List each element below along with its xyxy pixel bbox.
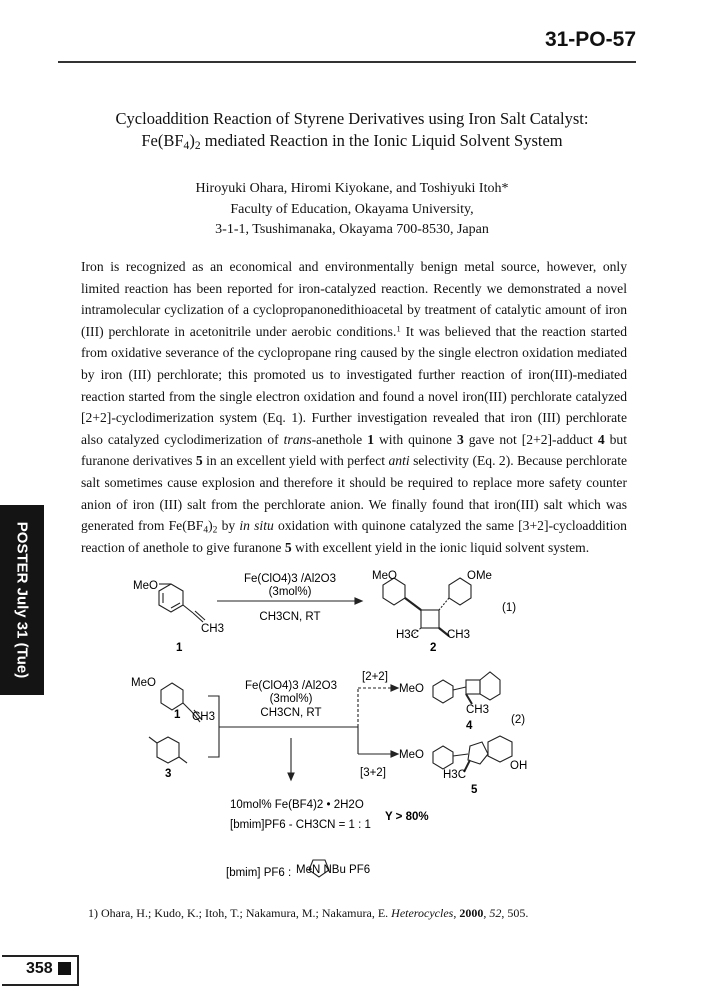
path-22-label: [2+2] <box>362 671 388 683</box>
eq1-product-ch3: CH3 <box>447 629 471 641</box>
text: Iron is recognized as an economical and environmentally benign metal source, however, only limited reaction has been reported for iron-catalyzed reaction. Recently we demonstrated a novel intramolecular cyclization of a cyclopropanonedithioacetal by treatment of catalytic amount of iron (III) perchlorate in acetonitrile under aerobic conditions. <box>81 259 627 339</box>
compound-number: 1 <box>367 431 374 447</box>
eq1-reactant-meo: MeO <box>133 580 158 592</box>
text: in an excellent yield with perfect <box>202 453 389 469</box>
title-sub: 2 <box>194 139 201 152</box>
eq2-conditions: CH3CN, RT <box>260 707 322 719</box>
compound-number: 5 <box>284 539 292 555</box>
compound-number-2: 2 <box>430 642 437 654</box>
title-line-2 <box>60 130 644 152</box>
text: It was believed that the reaction started from oxidative severance of the cyclopropane ring caused by the single electron oxidation mediated by iron (III) perchlorate; this promoted us to investigated further reaction of iron(III)-mediated reaction started from the single electron oxidation and found a novel iron(III) perchlorate catalyzed [2+2]-cyclodimerization system (Eq. 1). Further investigation revealed that iron (III) perchlorate also catalyzed cyclodimerization of <box>81 323 628 447</box>
yield-label: Y > 80% <box>385 811 429 823</box>
compound-number: 3 <box>456 431 464 447</box>
eq2-reactant-meo: MeO <box>131 677 156 689</box>
eq2-reactant-ch3: CH3 <box>192 711 216 723</box>
title-sub: 4 <box>183 139 190 152</box>
product5-meo: MeO <box>399 749 424 761</box>
compound-number-5: 5 <box>471 784 478 796</box>
text: oxidation with quinone catalyzed the same [3+2]-cycloaddition reaction of anethole to give furanone <box>81 518 627 555</box>
eq1-product-h3c: H3C <box>396 629 420 641</box>
title-text: mediated Reaction in the Ionic Liquid Solvent System <box>200 131 563 150</box>
session-label: POSTER July 31 (Tue) <box>13 521 31 679</box>
compound-number-1: 1 <box>176 642 183 654</box>
author-names: Hiroyuki Ohara, Hiromi Kiyokane, and Toshiyuki Itoh* <box>195 181 509 196</box>
eq1-conditions: CH3CN, RT <box>259 611 321 623</box>
reference-1 <box>88 906 528 921</box>
title-text: Fe(BF <box>141 131 184 150</box>
equation-number-2: (2) <box>511 714 526 726</box>
text: gave not [2+2]-adduct <box>463 431 598 447</box>
author-block <box>60 179 644 241</box>
reactant-bracket <box>208 696 219 757</box>
compound-number: 5 <box>195 453 203 469</box>
product4-meo: MeO <box>399 683 424 695</box>
reference-authors: 1) Ohara, H.; Kudo, K.; Itoh, T.; Nakamura, M.; Nakamura, E. <box>88 906 392 920</box>
header-rule <box>58 61 636 63</box>
eq2-product-meo: MeO <box>372 570 397 582</box>
text-italic: in situ <box>239 518 274 534</box>
bmim-label: [bmim] PF6 : <box>226 867 292 879</box>
reference-volume: 52 <box>489 906 502 920</box>
sep: , <box>453 906 460 920</box>
compound-5-structure <box>433 736 512 772</box>
reference-year: 2000 <box>459 906 484 920</box>
compound-1-structure <box>159 584 205 622</box>
text: by <box>217 518 240 534</box>
poster-id: 31-PO-57 <box>544 28 636 51</box>
citation-marker[interactable]: 1 <box>396 323 401 334</box>
sep: , <box>501 906 508 920</box>
compound-number: 4 <box>597 431 605 447</box>
compound-3-structure <box>149 737 187 763</box>
reaction-scheme <box>0 560 704 890</box>
page-marker-square <box>58 962 71 975</box>
abstract-body <box>81 256 627 558</box>
text: selectivity (Eq. 2). Because perchlorate salt sometimes cause explosion and therefore it should be required to replace more safety counter anion of iron (III) salt from the perchlorate anion. We finally found that iron(III) salt which was generated from Fe(BF <box>81 453 628 534</box>
reference-page: 505. <box>507 906 529 920</box>
eq2-loading: (3mol%) <box>269 693 313 705</box>
address: 3-1-1, Tsushimanaka, Okayama 700-8530, Japan <box>215 222 489 237</box>
equation-number-1: (1) <box>502 602 517 614</box>
title-line-1: Cycloaddition Reaction of Styrene Derivatives using Iron Salt Catalyst: <box>115 109 589 128</box>
eq2-reagent: Fe(ClO4)3 /Al2O3 <box>244 680 338 692</box>
paper-title <box>60 108 644 152</box>
abstract-paragraph <box>81 256 627 558</box>
text: with excellent yield in the ionic liquid solvent system. <box>291 539 590 555</box>
page-number: 358 <box>26 960 53 977</box>
product5-oh: OH <box>510 760 528 772</box>
bmim-structure: MeN NBu PF6 <box>296 864 371 876</box>
reference-journal: Heterocycles <box>391 906 454 920</box>
eq1-reactant-ch3: CH3 <box>201 623 225 635</box>
text: -anethole <box>311 431 368 447</box>
product4-ch3: CH3 <box>466 704 490 716</box>
text-sub: 4 <box>203 525 209 536</box>
text-italic: anti <box>388 453 410 469</box>
text: ) <box>208 518 213 534</box>
alt-solvent: [bmim]PF6 - CH3CN = 1 : 1 <box>230 819 371 831</box>
eq1-product-ome: OMe <box>467 570 492 582</box>
text-italic: trans <box>283 431 312 447</box>
compound-number-1b: 1 <box>174 709 181 721</box>
affiliation: Faculty of Education, Okayama University, <box>230 201 474 217</box>
compound-2-structure <box>383 578 471 636</box>
compound-4-structure <box>433 672 500 704</box>
text: but furanone derivatives <box>81 431 627 469</box>
product5-h3c: H3C <box>443 769 467 781</box>
compound-number-3: 3 <box>165 768 172 780</box>
sep: , <box>483 906 490 920</box>
path-32-label: [3+2] <box>360 767 386 779</box>
text-sub: 2 <box>212 525 218 536</box>
title-text: ) <box>189 131 195 150</box>
text: with quinone <box>373 431 457 447</box>
alt-catalyst: 10mol% Fe(BF4)2 • 2H2O <box>230 799 364 811</box>
arrowhead <box>355 598 362 604</box>
eq1-reagent: Fe(ClO4)3 /Al2O3 <box>243 573 337 585</box>
compound-number-4: 4 <box>466 720 473 732</box>
eq1-loading: (3mol%) <box>268 586 312 598</box>
